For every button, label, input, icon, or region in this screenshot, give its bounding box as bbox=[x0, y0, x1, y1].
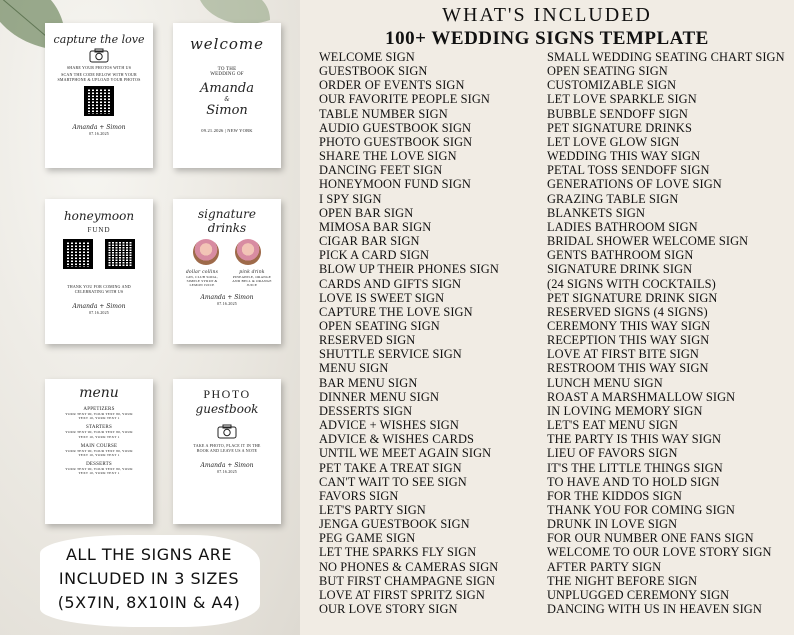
menu-section: MAIN COURSE bbox=[80, 443, 118, 449]
menu-section: STARTERS bbox=[86, 425, 112, 431]
sign-list-item: THE NIGHT BEFORE SIGN bbox=[547, 573, 698, 588]
honeymoon-fund-card bbox=[45, 199, 153, 344]
sign-list-item: MIMOSA BAR SIGN bbox=[319, 219, 432, 234]
sign-list-item: LOVE AT FIRST BITE SIGN bbox=[547, 347, 699, 362]
sign-list-item: DANCING FEET SIGN bbox=[319, 163, 443, 178]
sign-list-item: PETAL TOSS SENDOFF SIGN bbox=[547, 163, 710, 178]
sign-list-item: DINNER MENU SIGN bbox=[319, 389, 439, 404]
page-subtitle: 100+ WEDDING SIGNS TEMPLATE bbox=[385, 28, 709, 49]
sign-list-item: LET'S EAT MENU SIGN bbox=[547, 418, 678, 433]
drink-photo bbox=[193, 239, 219, 265]
sign-list-item: CAPTURE THE LOVE SIGN bbox=[319, 304, 473, 319]
sign-list-item: ORDER OF EVENTS SIGN bbox=[319, 78, 465, 93]
menu-filler: YOUR TEXT 90, YOUR TEXT 80, YOUR TEXT 10, YOUR TEXT 1 bbox=[65, 412, 133, 421]
menu-filler: YOUR TEXT 90, YOUR TEXT 80, YOUR TEXT 10, YOUR TEXT 1 bbox=[65, 467, 133, 476]
signs-list-right bbox=[547, 50, 785, 616]
sign-list-item: TO HAVE AND TO HOLD SIGN bbox=[547, 474, 720, 489]
menu-filler: YOUR TEXT 90, YOUR TEXT 80, YOUR TEXT 10, YOUR TEXT 1 bbox=[65, 448, 133, 458]
sign-list-item: BAR MENU SIGN bbox=[319, 375, 418, 390]
sign-list-item: LET LOVE SPARKLE SIGN bbox=[547, 92, 697, 107]
sign-list-item: PEG GAME SIGN bbox=[319, 531, 416, 546]
sign-list-item: LET'S PARTY SIGN bbox=[319, 503, 426, 517]
sign-list-item: PICK A CARD SIGN bbox=[319, 248, 430, 263]
sizes-line: (5X7IN, 8X10IN & A4) bbox=[57, 593, 241, 612]
sign-list-item: THE PARTY IS THIS WAY SIGN bbox=[547, 432, 722, 447]
sign-list-item: AUDIO GUESTBOOK SIGN bbox=[319, 120, 472, 135]
sign-list-item: WELCOME TO OUR LOVE STORY SIGN bbox=[547, 545, 772, 560]
sign-list-item: IT'S THE LITTLE THINGS SIGN bbox=[547, 460, 723, 475]
sign-list-item: GENTS BATHROOM SIGN bbox=[547, 248, 694, 263]
sign-list-item: ADVICE & WISHES CARDS bbox=[319, 432, 475, 447]
card-title: PHOTO bbox=[203, 387, 251, 401]
menu-filler: YOUR TEXT 90, YOUR TEXT 80, YOUR TEXT 10, YOUR TEXT 1 bbox=[65, 430, 133, 439]
sizes-line: ALL THE SIGNS ARE bbox=[65, 545, 232, 564]
sign-list-item: CIGAR BAR SIGN bbox=[319, 234, 420, 249]
card-name: Amanda bbox=[200, 81, 254, 96]
sign-list-item: HONEYMOON FUND SIGN bbox=[319, 177, 471, 192]
card-amp: & bbox=[224, 96, 230, 103]
sign-list-item: BLANKETS SIGN bbox=[547, 205, 646, 220]
sign-list-item: JENGA GUESTBOOK SIGN bbox=[319, 517, 470, 532]
sign-list-item: CAN'T WAIT TO SEE SIGN bbox=[319, 474, 467, 489]
card-text: SHARE YOUR PHOTOS WITH US bbox=[66, 65, 132, 70]
drink-desc: PINEAPPLE, ORANGE AND BELL & ORANGE JUICE bbox=[232, 275, 272, 287]
sign-list-item: IN LOVING MEMORY SIGN bbox=[547, 403, 703, 418]
card-title: welcome bbox=[189, 35, 265, 53]
sign-list-item: LADIES BATHROOM SIGN bbox=[547, 219, 698, 234]
sign-list-item: OPEN SEATING SIGN bbox=[547, 64, 668, 79]
sign-list-item: I SPY SIGN bbox=[319, 191, 382, 206]
sign-list-item: DANCING WITH US IN HEAVEN SIGN bbox=[547, 602, 762, 617]
sign-list-item: FOR THE KIDDOS SIGN bbox=[547, 488, 682, 503]
sign-list-item: UNPLUGGED CEREMONY SIGN bbox=[547, 587, 730, 602]
sign-list-item: GENERATIONS OF LOVE SIGN bbox=[547, 177, 722, 192]
sign-list-item: WELCOME SIGN bbox=[319, 50, 415, 64]
card-names: Amanda + Simon bbox=[72, 303, 126, 310]
card-title: signature bbox=[198, 207, 256, 221]
sign-list-item: NO PHONES & CAMERAS SIGN bbox=[319, 559, 499, 574]
sign-list-item: RESTROOM THIS WAY SIGN bbox=[547, 361, 709, 376]
sign-list-item: FAVORS SIGN bbox=[319, 488, 399, 503]
qr-code-icon bbox=[63, 239, 93, 269]
card-names: Amanda + Simon bbox=[72, 124, 126, 131]
sign-list-item: SMALL WEDDING SEATING CHART SIGN bbox=[547, 50, 785, 64]
card-date: 09.21.2026 | NEW YORK bbox=[201, 128, 253, 133]
card-title: guestbook bbox=[195, 402, 259, 416]
menu-section: DESSERTS bbox=[86, 462, 112, 468]
sign-list-item: TABLE NUMBER SIGN bbox=[319, 106, 448, 121]
sign-list-item: SHUTTLE SERVICE SIGN bbox=[319, 347, 462, 362]
sign-list-item: CARDS AND GIFTS SIGN bbox=[319, 276, 462, 291]
sizes-note bbox=[18, 543, 280, 615]
card-date: 07.16.2025 bbox=[89, 131, 109, 136]
menu-card bbox=[45, 379, 153, 524]
sign-list-item: LIEU OF FAVORS SIGN bbox=[547, 446, 678, 461]
header bbox=[300, 0, 794, 54]
sign-list-item: PET SIGNATURE DRINKS bbox=[547, 120, 692, 135]
sign-list-item: LET LOVE GLOW SIGN bbox=[547, 134, 680, 149]
sign-list-item: PHOTO GUESTBOOK SIGN bbox=[319, 134, 473, 149]
drink-photo bbox=[235, 239, 261, 265]
sign-list-item: BLOW UP THEIR PHONES SIGN bbox=[319, 262, 499, 277]
sign-list-item: OPEN SEATING SIGN bbox=[319, 318, 440, 333]
sign-list-item: CEREMONY THIS WAY SIGN bbox=[547, 318, 711, 333]
capture-the-love-card bbox=[45, 23, 153, 168]
sign-list-item: AFTER PARTY SIGN bbox=[547, 559, 662, 574]
sign-list-item: SHARE THE LOVE SIGN bbox=[319, 149, 457, 164]
sign-list-item: DESSERTS SIGN bbox=[319, 403, 413, 418]
sign-list-item: OUR FAVORITE PEOPLE SIGN bbox=[319, 92, 490, 107]
card-text: WEDDING OF bbox=[210, 72, 244, 77]
sign-list-item: SIGNATURE DRINK SIGN bbox=[547, 262, 693, 277]
card-text: TAKE A PHOTO, PLACE IT IN THE BOOK AND LEAVE US A NOTE bbox=[193, 443, 261, 453]
card-title: drinks bbox=[207, 221, 247, 235]
sizes-line: INCLUDED IN 3 SIZES bbox=[58, 569, 240, 588]
sign-list-item: LET THE SPARKS FLY SIGN bbox=[319, 545, 477, 560]
sign-list-item: FOR OUR NUMBER ONE FANS SIGN bbox=[547, 531, 754, 546]
menu-section: APPETIZERS bbox=[83, 407, 115, 412]
sign-list-item: GRAZING TABLE SIGN bbox=[547, 191, 679, 206]
sign-list-item: PET SIGNATURE DRINK SIGN bbox=[547, 290, 718, 305]
sign-list-item: DRUNK IN LOVE SIGN bbox=[547, 517, 678, 532]
sign-list-item: OPEN BAR SIGN bbox=[319, 205, 414, 220]
sign-list-item: UNTIL WE MEET AGAIN SIGN bbox=[319, 446, 492, 461]
card-date: 07.16.2025 bbox=[217, 469, 237, 474]
sign-list-item: RESERVED SIGNS (4 SIGNS) bbox=[547, 304, 708, 319]
card-text: TO THE bbox=[217, 67, 237, 72]
drink-desc: GIN, CLUB SODA, SIMPLE SYRUP & LEMON JUICE bbox=[186, 275, 218, 287]
camera-icon bbox=[89, 48, 109, 63]
card-text: THANK YOU FOR COMING AND CELEBRATING WITH US bbox=[67, 284, 131, 294]
sign-list-item: THANK YOU FOR COMING SIGN bbox=[547, 503, 735, 517]
drink-name: pink drink bbox=[239, 270, 265, 275]
sign-list-item: RECEPTION THIS WAY SIGN bbox=[547, 333, 710, 348]
sign-list-item: BUT FIRST CHAMPAGNE SIGN bbox=[319, 573, 496, 588]
sign-list-item: OUR LOVE STORY SIGN bbox=[319, 602, 458, 617]
card-names: Amanda + Simon bbox=[200, 462, 254, 469]
card-names: Amanda + Simon bbox=[200, 294, 254, 301]
sign-list-item: BUBBLE SENDOFF SIGN bbox=[547, 106, 688, 121]
sign-list-item: LOVE AT FIRST SPRITZ SIGN bbox=[319, 587, 485, 602]
card-name: Simon bbox=[206, 103, 248, 118]
welcome-card bbox=[173, 23, 281, 168]
card-title: honeymoon bbox=[63, 209, 135, 223]
signs-list-left bbox=[319, 50, 499, 616]
qr-code-icon bbox=[84, 86, 114, 116]
card-title: menu bbox=[79, 385, 119, 401]
sign-list-item: ADVICE + WISHES SIGN bbox=[319, 418, 459, 433]
sign-list-item: GUESTBOOK SIGN bbox=[319, 64, 428, 79]
sign-list-item: RESERVED SIGN bbox=[319, 333, 416, 348]
signature-drinks-card bbox=[173, 199, 281, 344]
sign-list-item: BRIDAL SHOWER WELCOME SIGN bbox=[547, 234, 749, 249]
sign-list-item: LOVE IS SWEET SIGN bbox=[319, 290, 445, 305]
sign-list-item: ROAST A MARSHMALLOW SIGN bbox=[547, 389, 736, 404]
sign-list-item: CUSTOMIZABLE SIGN bbox=[547, 78, 677, 93]
card-title: capture the love bbox=[53, 33, 145, 46]
photo-guestbook-card bbox=[173, 379, 281, 524]
camera-icon bbox=[217, 424, 237, 439]
sign-list-item: LUNCH MENU SIGN bbox=[547, 375, 663, 390]
sign-list-item: MENU SIGN bbox=[319, 361, 389, 376]
qr-code-icon bbox=[105, 239, 135, 269]
sign-list-item: WEDDING THIS WAY SIGN bbox=[547, 149, 701, 164]
sign-list-item: (24 SIGNS WITH COCKTAILS) bbox=[547, 276, 716, 291]
card-text: SCAN THE CODE BELOW WITH YOUR SMARTPHONE & UPLOAD YOUR PHOTOS bbox=[57, 72, 141, 82]
card-date: 07.16.2025 bbox=[217, 301, 237, 306]
page-title: WHAT'S INCLUDED bbox=[442, 4, 652, 26]
card-subtitle: FUND bbox=[87, 226, 111, 234]
drink-name: dollar collins bbox=[185, 270, 219, 275]
sign-list-item: PET TAKE A TREAT SIGN bbox=[319, 460, 462, 475]
card-date: 07.16.2025 bbox=[89, 310, 109, 315]
